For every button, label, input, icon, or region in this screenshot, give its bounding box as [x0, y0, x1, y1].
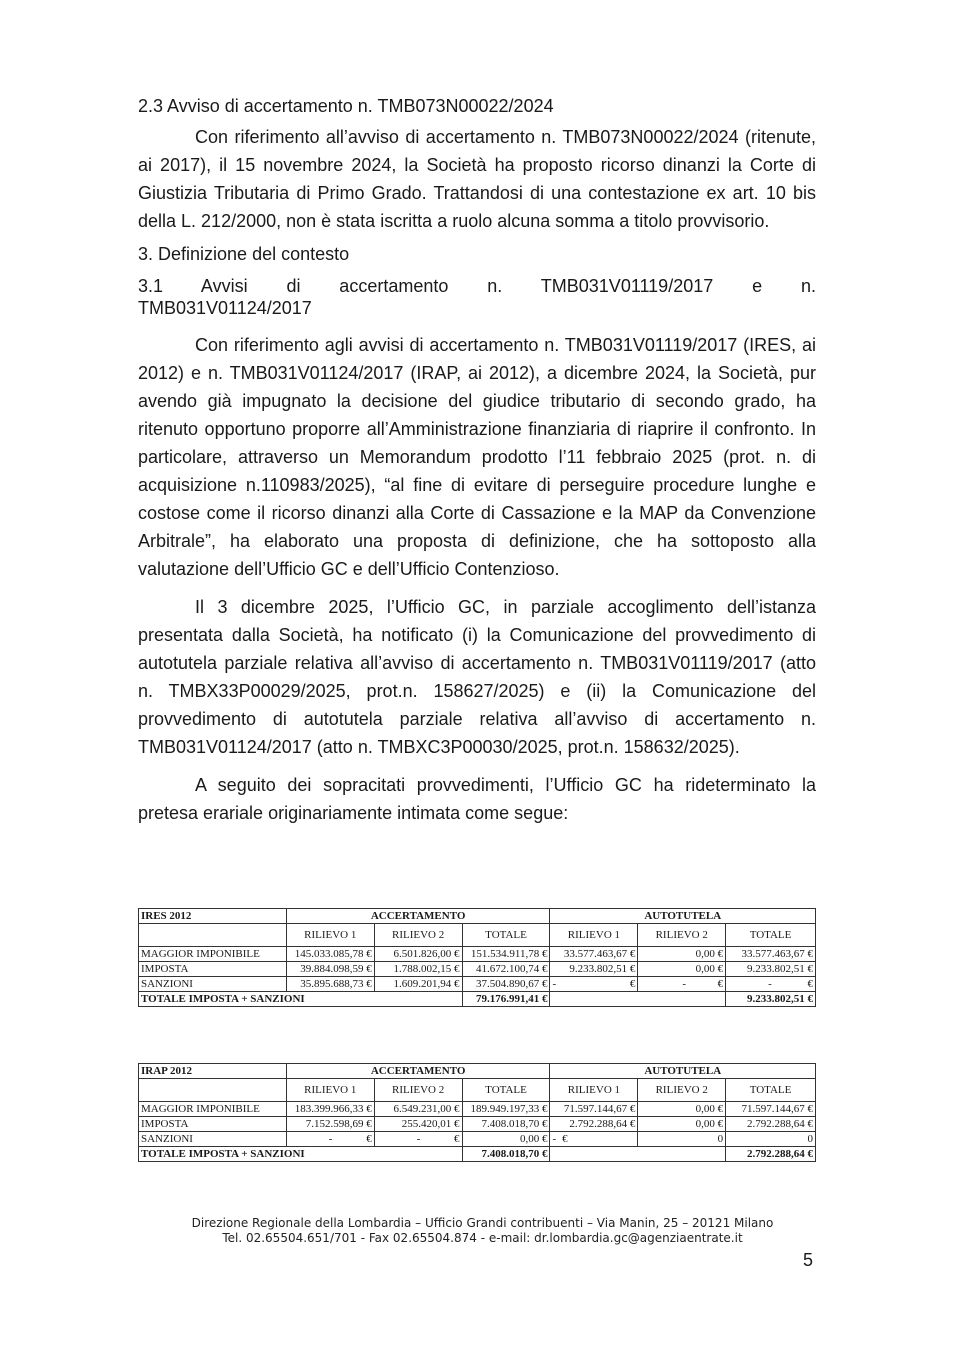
- ires-header-rilievo2-aut: RILIEVO 2: [638, 924, 726, 947]
- section-3-1-paragraph-1: Con riferimento agli avvisi di accertamento n. TMB031V01119/2017 (IRES, ai 2012) e n. TMB031V01124/2017 (IRAP, ai 2012), a dicembre 2024, la Società, pur avendo già impugnato la decisione del giudice tributario di secondo grado, ha ritenuto opportuno proporre all’Amministrazione finanziaria di riaprire il confronto. In particolare, attraverso un Memorandum prodotto l’11 febbraio 2025 (prot. n. di acquisizione n.110983/2025), “al fine di evitare di perseguire procedure lunghe e costose come il ricorso dinanzi alla Corte di Cassazione e la MAP da Convenzione Arbitrale”, ha elaborato una proposta di definizione, che ha sottoposto alla valutazione dell’Ufficio GC e dell’Ufficio Contenzioso.: [138, 335, 816, 579]
- ires-table-title: IRES 2012: [139, 909, 287, 924]
- ires-header-empty: [139, 924, 287, 947]
- ires-2012-table: [138, 908, 816, 1007]
- ires-header-totale-acc: TOTALE: [462, 924, 550, 947]
- ires-group-accertamento: ACCERTAMENTO: [286, 909, 550, 924]
- irap-group-accertamento: ACCERTAMENTO: [286, 1064, 550, 1079]
- section-3-1-heading-line1: 3.1 Avvisi di accertamento n. TMB031V01119/2017 e n.: [138, 276, 816, 296]
- table-total-row: TOTALE IMPOSTA + SANZIONI 7.408.018,70 € 2.792.288,64 €: [139, 1147, 816, 1162]
- table-total-row: TOTALE IMPOSTA + SANZIONI 79.176.991,41 € 9.233.802,51 €: [139, 992, 816, 1007]
- irap-header-rilievo2-acc: RILIEVO 2: [374, 1079, 462, 1102]
- table-row: SANZIONI - € - € 0,00 € - € 0 0: [139, 1132, 816, 1147]
- irap-group-autotutela: AUTOTUTELA: [550, 1064, 816, 1079]
- table-row: MAGGIOR IMPONIBILE 183.399.966,33 € 6.549.231,00 € 189.949.197,33 € 71.597.144,67 € 0,00 € 71.597.144,67 €: [139, 1102, 816, 1117]
- body-text: [138, 95, 816, 835]
- ires-group-autotutela: AUTOTUTELA: [550, 909, 816, 924]
- page-footer: [0, 1216, 965, 1246]
- footer-contacts: Tel. 02.65504.651/701 - Fax 02.65504.874 - e-mail: dr.lombardia.gc@agenziaentrate.it: [222, 1231, 743, 1245]
- ires-header-rilievo1-aut: RILIEVO 1: [550, 924, 638, 947]
- footer-address: Direzione Regionale della Lombardia – Ufficio Grandi contribuenti – Via Manin, 25 – 20121 Milano: [191, 1216, 774, 1230]
- ires-header-rilievo2-acc: RILIEVO 2: [374, 924, 462, 947]
- irap-header-empty: [139, 1079, 287, 1102]
- section-3-1-paragraph-2: Il 3 dicembre 2025, l’Ufficio GC, in parziale accoglimento dell’istanza presentata dalla Società, ha notificato (i) la Comunicazione del provvedimento di autotutela parziale relativa all’avviso di accertamento n. TMB031V01119/2017 (atto n. TMBX33P00029/2025, prot.n. 158627/2025) e (ii) la Comunicazione del provvedimento di autotutela parziale relativa all’avviso di accertamento n. TMB031V01124/2017 (atto n. TMBXC3P00030/2025, prot.n. 158632/2025).: [138, 597, 816, 757]
- table-row: IMPOSTA 7.152.598,69 € 255.420,01 € 7.408.018,70 € 2.792.288,64 € 0,00 € 2.792.288,64 €: [139, 1117, 816, 1132]
- irap-header-rilievo2-aut: RILIEVO 2: [638, 1079, 726, 1102]
- ires-header-totale-aut: TOTALE: [726, 924, 816, 947]
- table-row: SANZIONI 35.895.688,73 € 1.609.201,94 € 37.504.890,67 € - € - € - €: [139, 977, 816, 992]
- table-row: MAGGIOR IMPONIBILE 145.033.085,78 € 6.501.826,00 € 151.534.911,78 € 33.577.463,67 € 0,00 € 33.577.463,67 €: [139, 947, 816, 962]
- page-number: 5: [803, 1250, 814, 1270]
- irap-header-rilievo1-aut: RILIEVO 1: [550, 1079, 638, 1102]
- section-3-1-heading-line2: TMB031V01124/2017: [138, 298, 312, 318]
- ires-header-rilievo1-acc: RILIEVO 1: [286, 924, 374, 947]
- section-2-3-paragraph: Con riferimento all’avviso di accertamento n. TMB073N00022/2024 (ritenute, ai 2017), il 15 novembre 2024, la Società ha proposto ricorso dinanzi la Corte di Giustizia Tributaria di Primo Grado. Trattandosi di una contestazione ex art. 10 bis della L. 212/2000, non è stata iscritta a ruolo alcuna somma a titolo provvisorio.: [138, 127, 816, 231]
- irap-2012-table: [138, 1063, 816, 1162]
- irap-header-rilievo1-acc: RILIEVO 1: [286, 1079, 374, 1102]
- irap-table-title: IRAP 2012: [139, 1064, 287, 1079]
- section-2-3-heading: 2.3 Avviso di accertamento n. TMB073N00022/2024: [138, 96, 554, 116]
- irap-header-totale-acc: TOTALE: [462, 1079, 550, 1102]
- table-row: IMPOSTA 39.884.098,59 € 1.788.002,15 € 41.672.100,74 € 9.233.802,51 € 0,00 € 9.233.802,51 €: [139, 962, 816, 977]
- section-3-heading: 3. Definizione del contesto: [138, 244, 350, 264]
- section-3-1-paragraph-3: A seguito dei sopracitati provvedimenti, l’Ufficio GC ha rideterminato la pretesa erariale originariamente intimata come segue:: [138, 775, 816, 823]
- irap-header-totale-aut: TOTALE: [726, 1079, 816, 1102]
